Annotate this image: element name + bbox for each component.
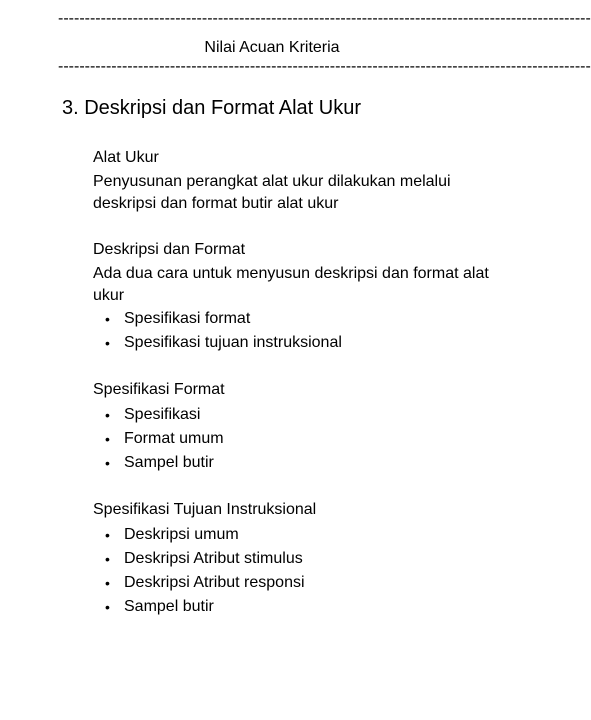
block-title: Spesifikasi Tujuan Instruksional <box>93 501 317 518</box>
list-item <box>105 403 518 427</box>
list-item-text: Format umum <box>124 430 224 447</box>
bullet-icon: • <box>105 431 110 447</box>
block-title: Alat Ukur <box>93 149 159 166</box>
list-item <box>105 451 518 475</box>
list-item <box>105 571 518 595</box>
list-item-text: Sampel butir <box>124 454 214 471</box>
bullet-icon: • <box>105 335 110 351</box>
bullet-icon: • <box>105 455 110 471</box>
header-divider-bottom: ---------------------------------------------------------------------------------------------------- <box>58 58 591 75</box>
block-title: Spesifikasi Format <box>93 381 225 398</box>
block-text: Penyusunan perangkat alat ukur dilakukan melalui deskripsi dan format butir alat ukur <box>93 173 451 212</box>
list-item <box>105 331 518 355</box>
header-divider-top: ---------------------------------------------------------------------------------------------------- <box>58 10 591 27</box>
list-item-text: Spesifikasi <box>124 406 201 423</box>
list-item-text: Deskripsi Atribut responsi <box>124 574 305 591</box>
list-item-text: Sampel butir <box>124 598 214 615</box>
bullet-icon: • <box>105 575 110 591</box>
list-item-text: Spesifikasi tujuan instruksional <box>124 334 342 351</box>
list-item <box>105 523 518 547</box>
bullet-icon: • <box>105 599 110 615</box>
list-item-text: Deskripsi umum <box>124 526 239 543</box>
block-deskripsi-format <box>93 239 518 355</box>
bullet-icon: • <box>105 407 110 423</box>
bullet-list <box>93 523 518 619</box>
block-title: Deskripsi dan Format <box>93 241 246 258</box>
bullet-list <box>93 403 518 475</box>
bullet-list <box>93 307 518 355</box>
bullet-icon: • <box>105 311 110 327</box>
block-text: Ada dua cara untuk menyusun deskripsi dan format alat ukur <box>93 265 489 304</box>
block-spesifikasi-format <box>93 379 518 475</box>
list-item-text: Spesifikasi format <box>124 310 251 327</box>
page-header-title: Nilai Acuan Kriteria <box>204 39 340 56</box>
list-item <box>105 595 518 619</box>
bullet-icon: • <box>105 527 110 543</box>
block-alat-ukur <box>93 147 518 215</box>
content-body <box>93 147 518 643</box>
block-spesifikasi-tujuan <box>93 499 518 619</box>
list-item <box>105 427 518 451</box>
bullet-icon: • <box>105 551 110 567</box>
list-item-text: Deskripsi Atribut stimulus <box>124 550 303 567</box>
list-item <box>105 307 518 331</box>
list-item <box>105 547 518 571</box>
section-heading: 3. Deskripsi dan Format Alat Ukur <box>62 97 361 119</box>
